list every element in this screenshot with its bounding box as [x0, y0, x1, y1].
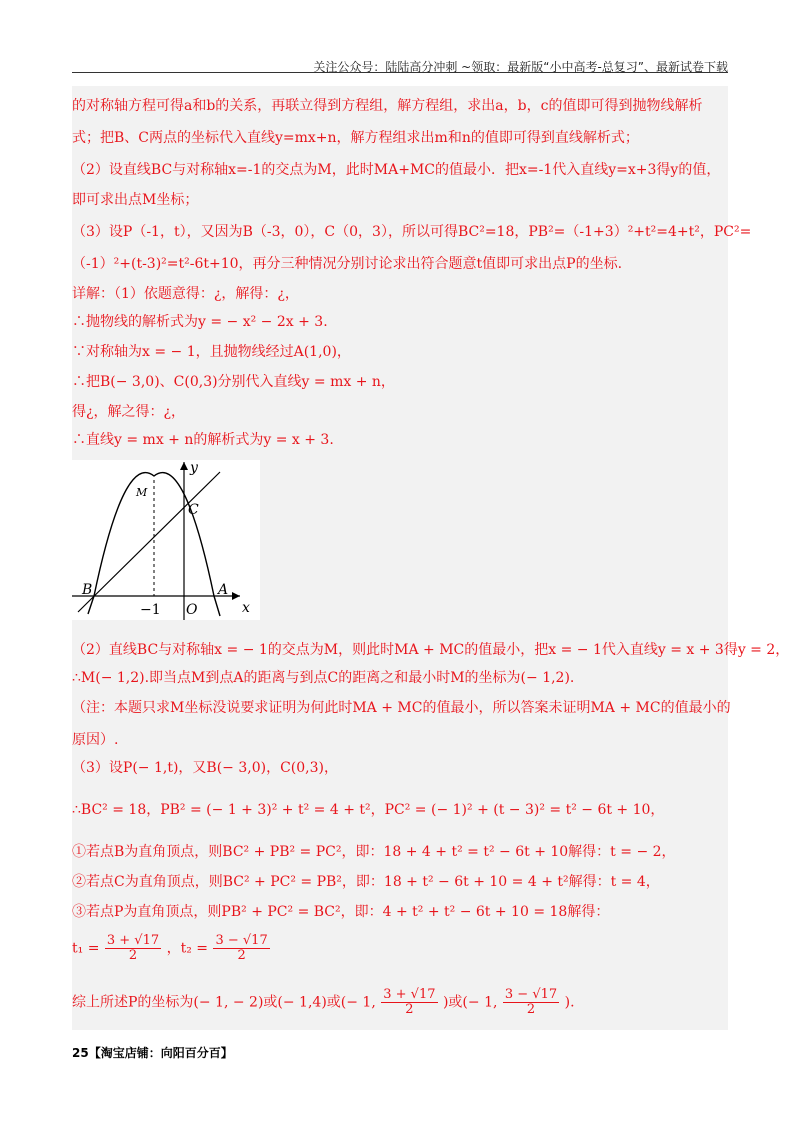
text-line: （注：本题只求M坐标没说要求证明为何此时MA + MC的值最小，所以答案未证明MA + MC的值最小的	[72, 700, 731, 716]
text-line: ∴M(− 1,2).即当点M到点A的距离与到点C的距离之和最小时M的坐标为(− 1,2).	[72, 670, 575, 686]
text-line: ∴BC² = 18，PB² = (− 1 + 3)² + t² = 4 + t²，PC² = (− 1)² + (t − 3)² = t² − 6t + 10，	[72, 802, 665, 818]
x-axis-arrow	[232, 592, 240, 600]
conclusion-text-3: ).	[564, 994, 575, 1011]
p4-denominator: 2	[526, 1002, 536, 1017]
header-rule	[72, 72, 728, 73]
t2-fraction	[213, 934, 269, 963]
text-line: ∴直线y = mx + n的解析式为y = x + 3.	[72, 432, 334, 448]
text-line: （2）设直线BC与对称轴x=-1的交点为M，此时MA+MC的值最小．把x=-1代入直线y=x+3得y的值，	[72, 162, 721, 178]
page-header: 关注公众号：陆陆高分冲刺 ~领取：最新版“小中高考-总复习”、最新试卷下载	[313, 60, 728, 74]
label-a: A	[218, 582, 229, 598]
p4-numerator: 3 − √17	[504, 987, 558, 1002]
text-line: ∴把B(− 3,0)、C(0,3)分别代入直线y = mx + n，	[72, 374, 395, 390]
text-line: （2）直线BC与对称轴x = − 1的交点为M，则此时MA + MC的值最小，把x = − 1代入直线y = x + 3得y = 2，	[72, 642, 790, 658]
conclusion-line	[72, 988, 575, 1017]
text-line: （-1）²+(t-3)²=t²-6t+10，再分三种情况分别讨论求出符合题意t值即可求出点P的坐标.	[72, 256, 623, 272]
t2-denominator: 2	[237, 948, 246, 963]
p4-fraction	[503, 988, 559, 1017]
p3-denominator: 2	[405, 1002, 414, 1017]
t1-fraction	[105, 934, 161, 963]
text-line: 原因）.	[72, 732, 119, 748]
y-axis-arrow	[180, 462, 188, 470]
text-line: 详解：（1）依题意得：¿，解得：¿，	[72, 286, 299, 302]
text-line: ②若点C为直角顶点，则BC² + PC² = PB²，即：18 + t² − 6t + 10 = 4 + t²解得：t = 4，	[72, 874, 660, 890]
t1-denominator: 2	[128, 948, 138, 963]
text-line: ①若点B为直角顶点，则BC² + PB² = PC²，即：18 + 4 + t² = t² − 6t + 10解得：t = − 2，	[72, 844, 676, 860]
text-line: 即可求出点M坐标；	[72, 192, 199, 208]
conclusion-text-2: )或(− 1,	[442, 994, 498, 1011]
t1-numerator: 3 + √17	[106, 933, 160, 948]
t1-label: t₁ =	[72, 940, 100, 957]
label-x: x	[242, 600, 250, 616]
text-line: 得¿，解之得：¿，	[72, 404, 186, 420]
text-line: ∴抛物线的解析式为y = − x² − 2x + 3.	[72, 314, 328, 330]
t-solutions	[72, 934, 271, 963]
p3-numerator: 3 + √17	[383, 987, 436, 1002]
label-b: B	[82, 582, 93, 598]
label-m: M	[136, 486, 148, 499]
parabola-figure	[72, 460, 260, 620]
page-footer: 25【淘宝店铺：向阳百分百】	[72, 1046, 233, 1060]
text-line: ③若点P为直角顶点，则PB² + PC² = BC²，即：4 + t² + t² − 6t + 10 = 18解得：	[72, 904, 610, 920]
label-o: O	[186, 602, 198, 618]
label-c: C	[188, 502, 199, 518]
conclusion-text-1: 综上所述P的坐标为(− 1, − 2)或(− 1,4)或(− 1,	[72, 994, 376, 1011]
label-y: y	[190, 460, 198, 476]
text-line: （3）设P(− 1,t)，又B(− 3,0)，C(0,3)，	[72, 760, 338, 776]
document-body	[72, 86, 790, 1030]
text-line: ∵对称轴为x = − 1，且抛物线经过A(1,0)，	[72, 344, 351, 360]
text-line: 的对称轴方程可得a和b的关系，再联立得到方程组，解方程组，求出a，b，c的值即可得到抛物线解析	[72, 98, 703, 114]
p3-fraction	[381, 988, 437, 1017]
text-line: 式；把B、C两点的坐标代入直线y=mx+n，解方程组求出m和n的值即可得到直线解析式；	[72, 130, 639, 146]
parabola-graph	[72, 460, 260, 620]
parabola-right-tail	[214, 596, 220, 616]
line-bc	[78, 472, 220, 612]
t2-label: ，t₂ =	[166, 940, 209, 957]
text-line: （3）设P（-1，t），又因为B（-3，0），C（0，3），所以可得BC²=18，PB²=（-1+3）²+t²=4+t²，PC²=	[72, 224, 752, 240]
label-neg1: −1	[140, 602, 161, 618]
t2-numerator: 3 − √17	[215, 933, 268, 948]
